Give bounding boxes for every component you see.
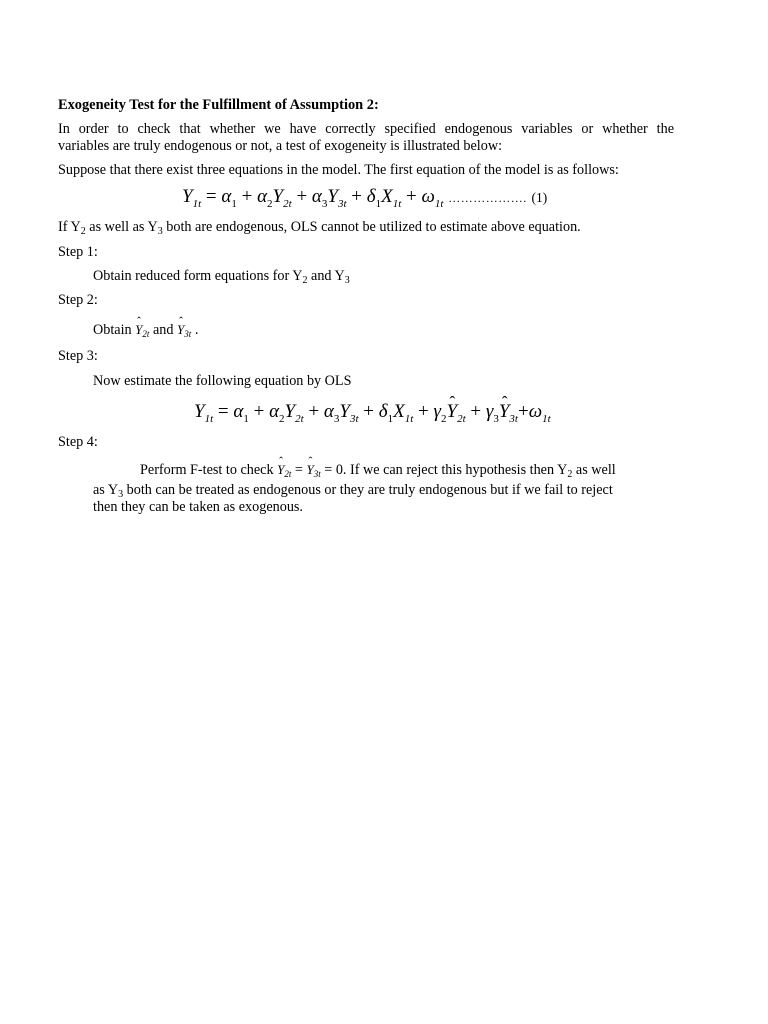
section-heading: Exogeneity Test for the Fulfillment of Assumption 2: <box>58 97 379 113</box>
intro-line-1: In order to check that whether we have correctly specified endogenous variables or whether the <box>58 121 674 137</box>
step-4-line-1: Perform F-test to check ˆ $Y_{2t}$ = ˆ $Y_{3t} = 0$. If we can reject this hypothesis then $Y_2$ as well <box>140 461 616 479</box>
step-2-label: Step 2: <box>58 292 98 308</box>
step-1-label: Step 1: <box>58 244 98 260</box>
step-3-label: Step 3: <box>58 348 98 364</box>
intro-line-2: variables are truly endogenous or not, a test of exogeneity is illustrated below: <box>58 138 503 154</box>
endogenous-sentence: If $Y_2$ as well as $Y_3$ both are endogenous, OLS cannot be utilized to estimate above equation. <box>58 219 581 237</box>
step-1-text: Obtain reduced form equations for $Y_2$ and $Y_3$ <box>93 268 350 286</box>
step-3-text: Now estimate the following equation by OLS <box>93 373 352 389</box>
step-4-line-3: then they can be taken as exogenous. <box>93 499 303 515</box>
suppose-sentence: Suppose that there exist three equations in the model. The first equation of the model is as follows: <box>58 162 619 178</box>
step-2-text: Obtain ˆ $Y_{2t}$ and ˆ $Y_{3t}$ . <box>93 321 198 339</box>
step-4-line-2: as $Y_3$ both can be treated as endogenous or they are truly endogenous but if we fail to reject <box>93 482 613 500</box>
equation-2: $Y_{1t} = \alpha_1 + \alpha_2Y_{2t} + \alpha_3Y_{3t} + \delta_1X_{1t}$ + $\gamma_2ˆ$ $Y_{2t}$ + $\gamma_3ˆ$ $Y_{3t}+\omega_{1t}$ <box>194 401 551 423</box>
step-4-label: Step 4: <box>58 434 98 450</box>
equation-1: $Y_{1t} = \alpha_1 + \alpha_2Y_{2t} + \alpha_3Y_{3t} + \delta_1X_{1t} + \omega_{1t}$ ………………. (1) <box>182 186 548 210</box>
equation-dots: ………………. <box>448 191 527 205</box>
equation-number: (1) <box>531 190 548 205</box>
